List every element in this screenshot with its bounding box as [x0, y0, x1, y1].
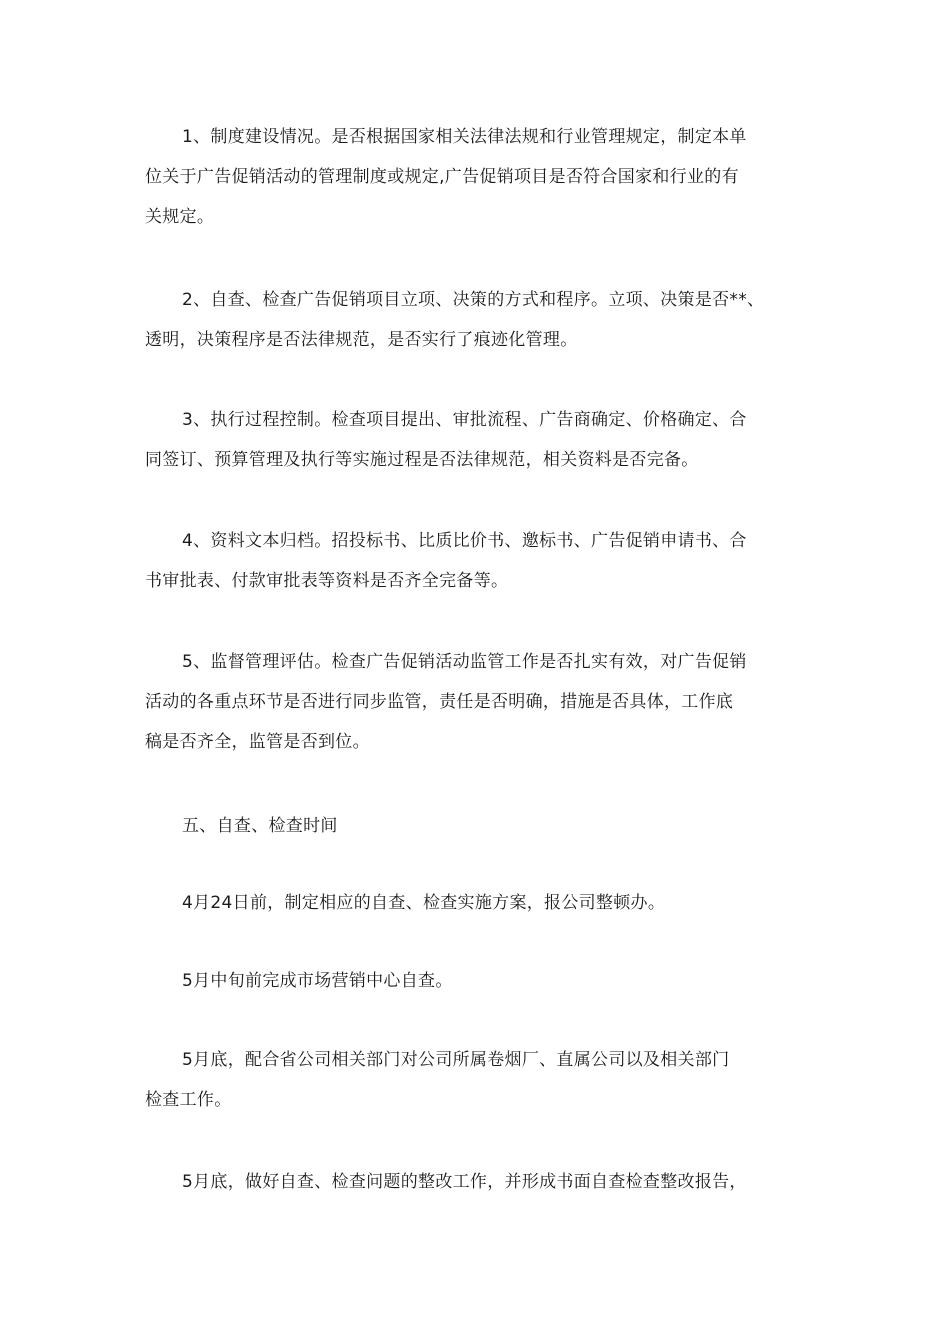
paragraph-4-line-2: 书审批表、付款审批表等资料是否齐全完备等。 [145, 571, 509, 591]
paragraph-1-line-1: 1、制度建设情况。是否根据国家相关法律法规和行业管理规定，制定本单 [182, 127, 747, 147]
paragraph-3-line-1: 3、执行过程控制。检查项目提出、审批流程、广告商确定、价格确定、合 [182, 410, 747, 430]
paragraph-1-line-3: 关规定。 [145, 207, 215, 227]
paragraph-1 [145, 117, 825, 237]
paragraph-5-line-1: 5、监督管理评估。检查广告促销活动监管工作是否扎实有效，对广告促销 [182, 652, 747, 672]
schedule-item-3-line-1: 5月底，配合省公司相关部门对公司所属卷烟厂、直属公司以及相关部门 [182, 1050, 730, 1070]
paragraph-5-line-3: 稿是否齐全，监管是否到位。 [145, 732, 370, 752]
paragraph-4 [145, 521, 825, 601]
paragraph-4-line-1: 4、资料文本归档。招投标书、比质比价书、邀标书、广告促销申请书、合 [182, 531, 747, 551]
paragraph-2-line-1: 2、自查、检查广告促销项目立项、决策的方式和程序。立项、决策是否**、 [182, 290, 765, 310]
schedule-item-4-line-1: 5月底，做好自查、检查问题的整改工作，并形成书面自查检查整改报告， [182, 1172, 747, 1192]
paragraph-1-line-2: 位关于广告促销活动的管理制度或规定,广告促销项目是否符合国家和行业的有 [145, 167, 739, 187]
paragraph-5-line-2: 活动的各重点环节是否进行同步监管，责任是否明确，措施是否具体，工作底 [145, 692, 734, 712]
schedule-item-4 [145, 1162, 825, 1202]
paragraph-2-line-2: 透明，决策程序是否法律规范，是否实行了痕迹化管理。 [145, 330, 578, 350]
paragraph-3 [145, 400, 825, 480]
paragraph-5 [145, 642, 825, 762]
paragraph-3-line-2: 同签订、预算管理及执行等实施过程是否法律规范，相关资料是否完备。 [145, 450, 699, 470]
schedule-item-2-line-1: 5月中旬前完成市场营销中心自查。 [182, 971, 453, 991]
section-heading [145, 806, 825, 846]
schedule-item-1 [145, 883, 825, 923]
schedule-item-2 [145, 961, 825, 1001]
schedule-item-3-line-2: 检查工作。 [145, 1090, 232, 1110]
section-heading-text: 五、自查、检查时间 [182, 816, 338, 836]
paragraph-2 [145, 280, 825, 360]
schedule-item-1-line-1: 4月24日前，制定相应的自查、检查实施方案，报公司整顿办。 [182, 893, 666, 913]
schedule-item-3 [145, 1040, 825, 1120]
